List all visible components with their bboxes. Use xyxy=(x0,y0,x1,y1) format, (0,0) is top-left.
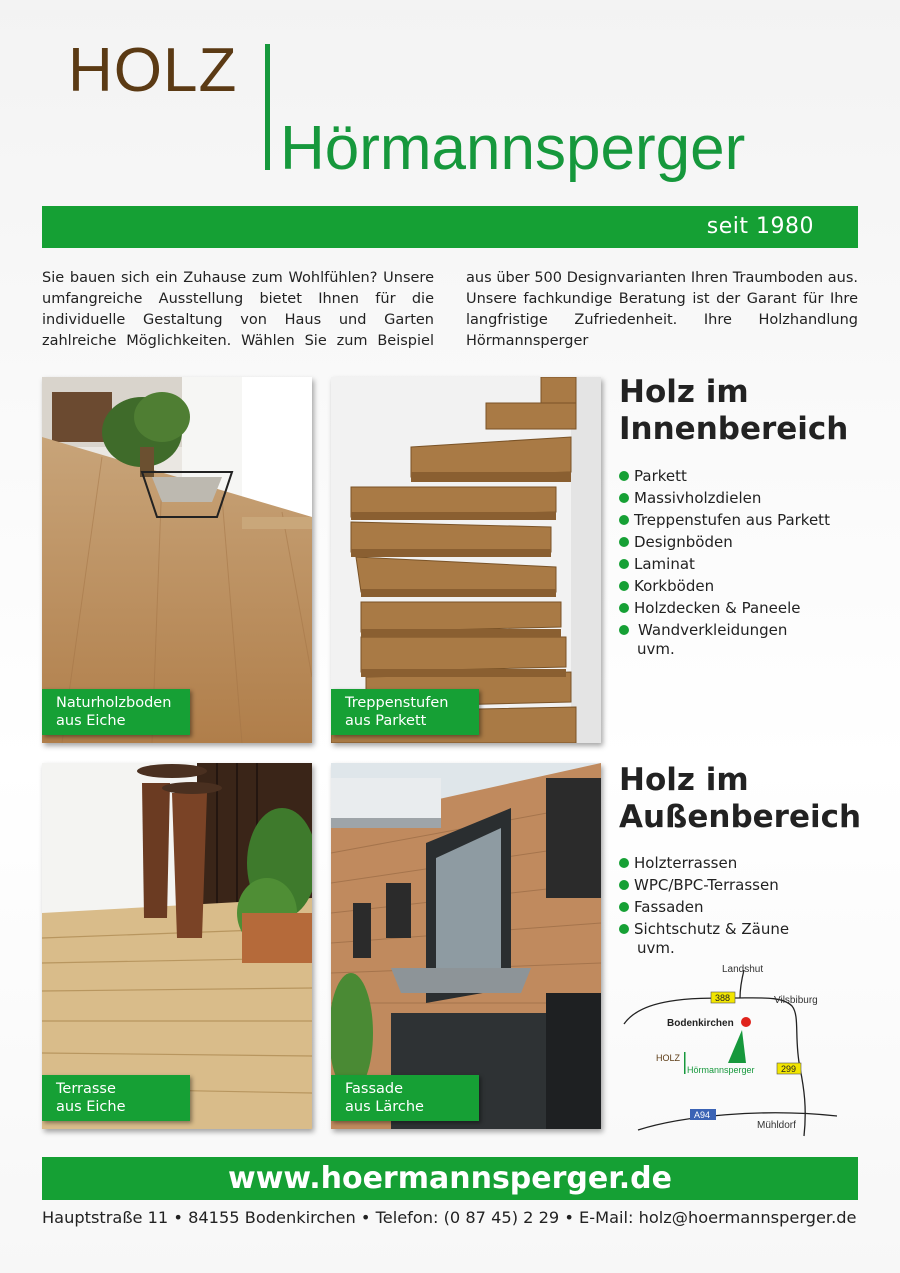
list-item: Sichtschutz & Zäune xyxy=(619,918,859,940)
tagline-text: seit 1980 xyxy=(706,214,814,239)
caption-line: Fassade xyxy=(345,1081,404,1097)
logo-company-name: Hörmannsperger xyxy=(280,114,746,183)
logo-holz: HOLZ xyxy=(68,36,238,105)
map-logo-holz: HOLZ xyxy=(656,1053,681,1063)
list-more: uvm. xyxy=(637,939,675,957)
list-item: WPC/BPC-Terrassen xyxy=(619,874,859,896)
website-url[interactable]: www.hoermannsperger.de xyxy=(228,1161,672,1196)
section-title-aussenbereich xyxy=(619,762,861,836)
list-item: Holzterrassen xyxy=(619,852,859,874)
map-label-vilsbiburg: Vilsbiburg xyxy=(774,995,818,1006)
photo-naturholzboden xyxy=(42,377,312,743)
contact-address: Hauptstraße 11 • 84155 Bodenkirchen • Telefon: (0 87 45) 2 29 • E-Mail: holz@hoermannsperger.de xyxy=(42,1208,857,1227)
map-label-bodenkirchen: Bodenkirchen xyxy=(667,1018,734,1029)
list-item: Designböden xyxy=(619,531,859,553)
section-title-line: Außenbereich xyxy=(619,799,862,835)
map-drawing xyxy=(612,958,858,1138)
logo-divider xyxy=(265,44,270,170)
caption-line: Terrasse xyxy=(56,1081,116,1097)
map-road-388: 388 xyxy=(715,993,731,1003)
list-item: Korkböden xyxy=(619,575,859,597)
section-title-innenbereich xyxy=(619,374,848,448)
list-item: Wandverkleidungen xyxy=(619,619,859,641)
map-label-muehldorf: Mühldorf xyxy=(757,1120,796,1131)
caption-line: Treppenstufen xyxy=(345,695,449,711)
list-item: Treppenstufen aus Parkett xyxy=(619,509,859,531)
map-pointer xyxy=(728,1030,746,1063)
photo-caption xyxy=(42,1075,190,1121)
list-innenbereich xyxy=(619,465,859,657)
intro-text: Sie bauen sich ein Zuhause zum Wohlfühlen? Unsere umfangreiche Ausstellung bietet Ihnen für die individuelle Gestaltung von Haus und Garten zahlreiche Möglichkeiten. Wählen Sie zum Beispiel aus über 500 Designvarianten Ihren Traumboden aus. Unsere fachkundige Beratung ist der Garant für Ihre langfristige Zufriedenheit. Ihre Holzhandlung Hörmannsperger xyxy=(42,270,858,349)
map-road-299: 299 xyxy=(781,1064,797,1074)
photo-caption xyxy=(331,1075,479,1121)
photo-terrasse xyxy=(42,763,312,1129)
caption-line: aus Eiche xyxy=(56,713,126,729)
location-map xyxy=(612,958,858,1138)
tagline-bar xyxy=(42,206,858,248)
map-label-landshut: Landshut xyxy=(722,964,764,975)
section-title-line: Holz im xyxy=(619,374,749,410)
map-logo-name: Hörmannsperger xyxy=(687,1065,755,1075)
website-bar xyxy=(42,1157,858,1200)
caption-line: Naturholzboden xyxy=(56,695,172,711)
caption-line: aus Parkett xyxy=(345,713,427,729)
list-more: uvm. xyxy=(637,640,675,658)
section-title-line: Holz im xyxy=(619,762,749,798)
caption-line: aus Lärche xyxy=(345,1099,424,1115)
map-road-a94: A94 xyxy=(694,1110,711,1120)
list-item: Parkett xyxy=(619,465,859,487)
list-aussenbereich xyxy=(619,852,859,956)
photo-caption xyxy=(42,689,190,735)
list-item: Laminat xyxy=(619,553,859,575)
photo-fassade xyxy=(331,763,601,1129)
list-item: Massivholzdielen xyxy=(619,487,859,509)
photo-treppenstufen xyxy=(331,377,601,743)
photo-caption xyxy=(331,689,479,735)
map-location-marker xyxy=(741,1017,751,1027)
section-title-line: Innenbereich xyxy=(619,411,849,447)
list-item: Fassaden xyxy=(619,896,859,918)
caption-line: aus Eiche xyxy=(56,1099,126,1115)
list-item: Holzdecken & Paneele xyxy=(619,597,859,619)
